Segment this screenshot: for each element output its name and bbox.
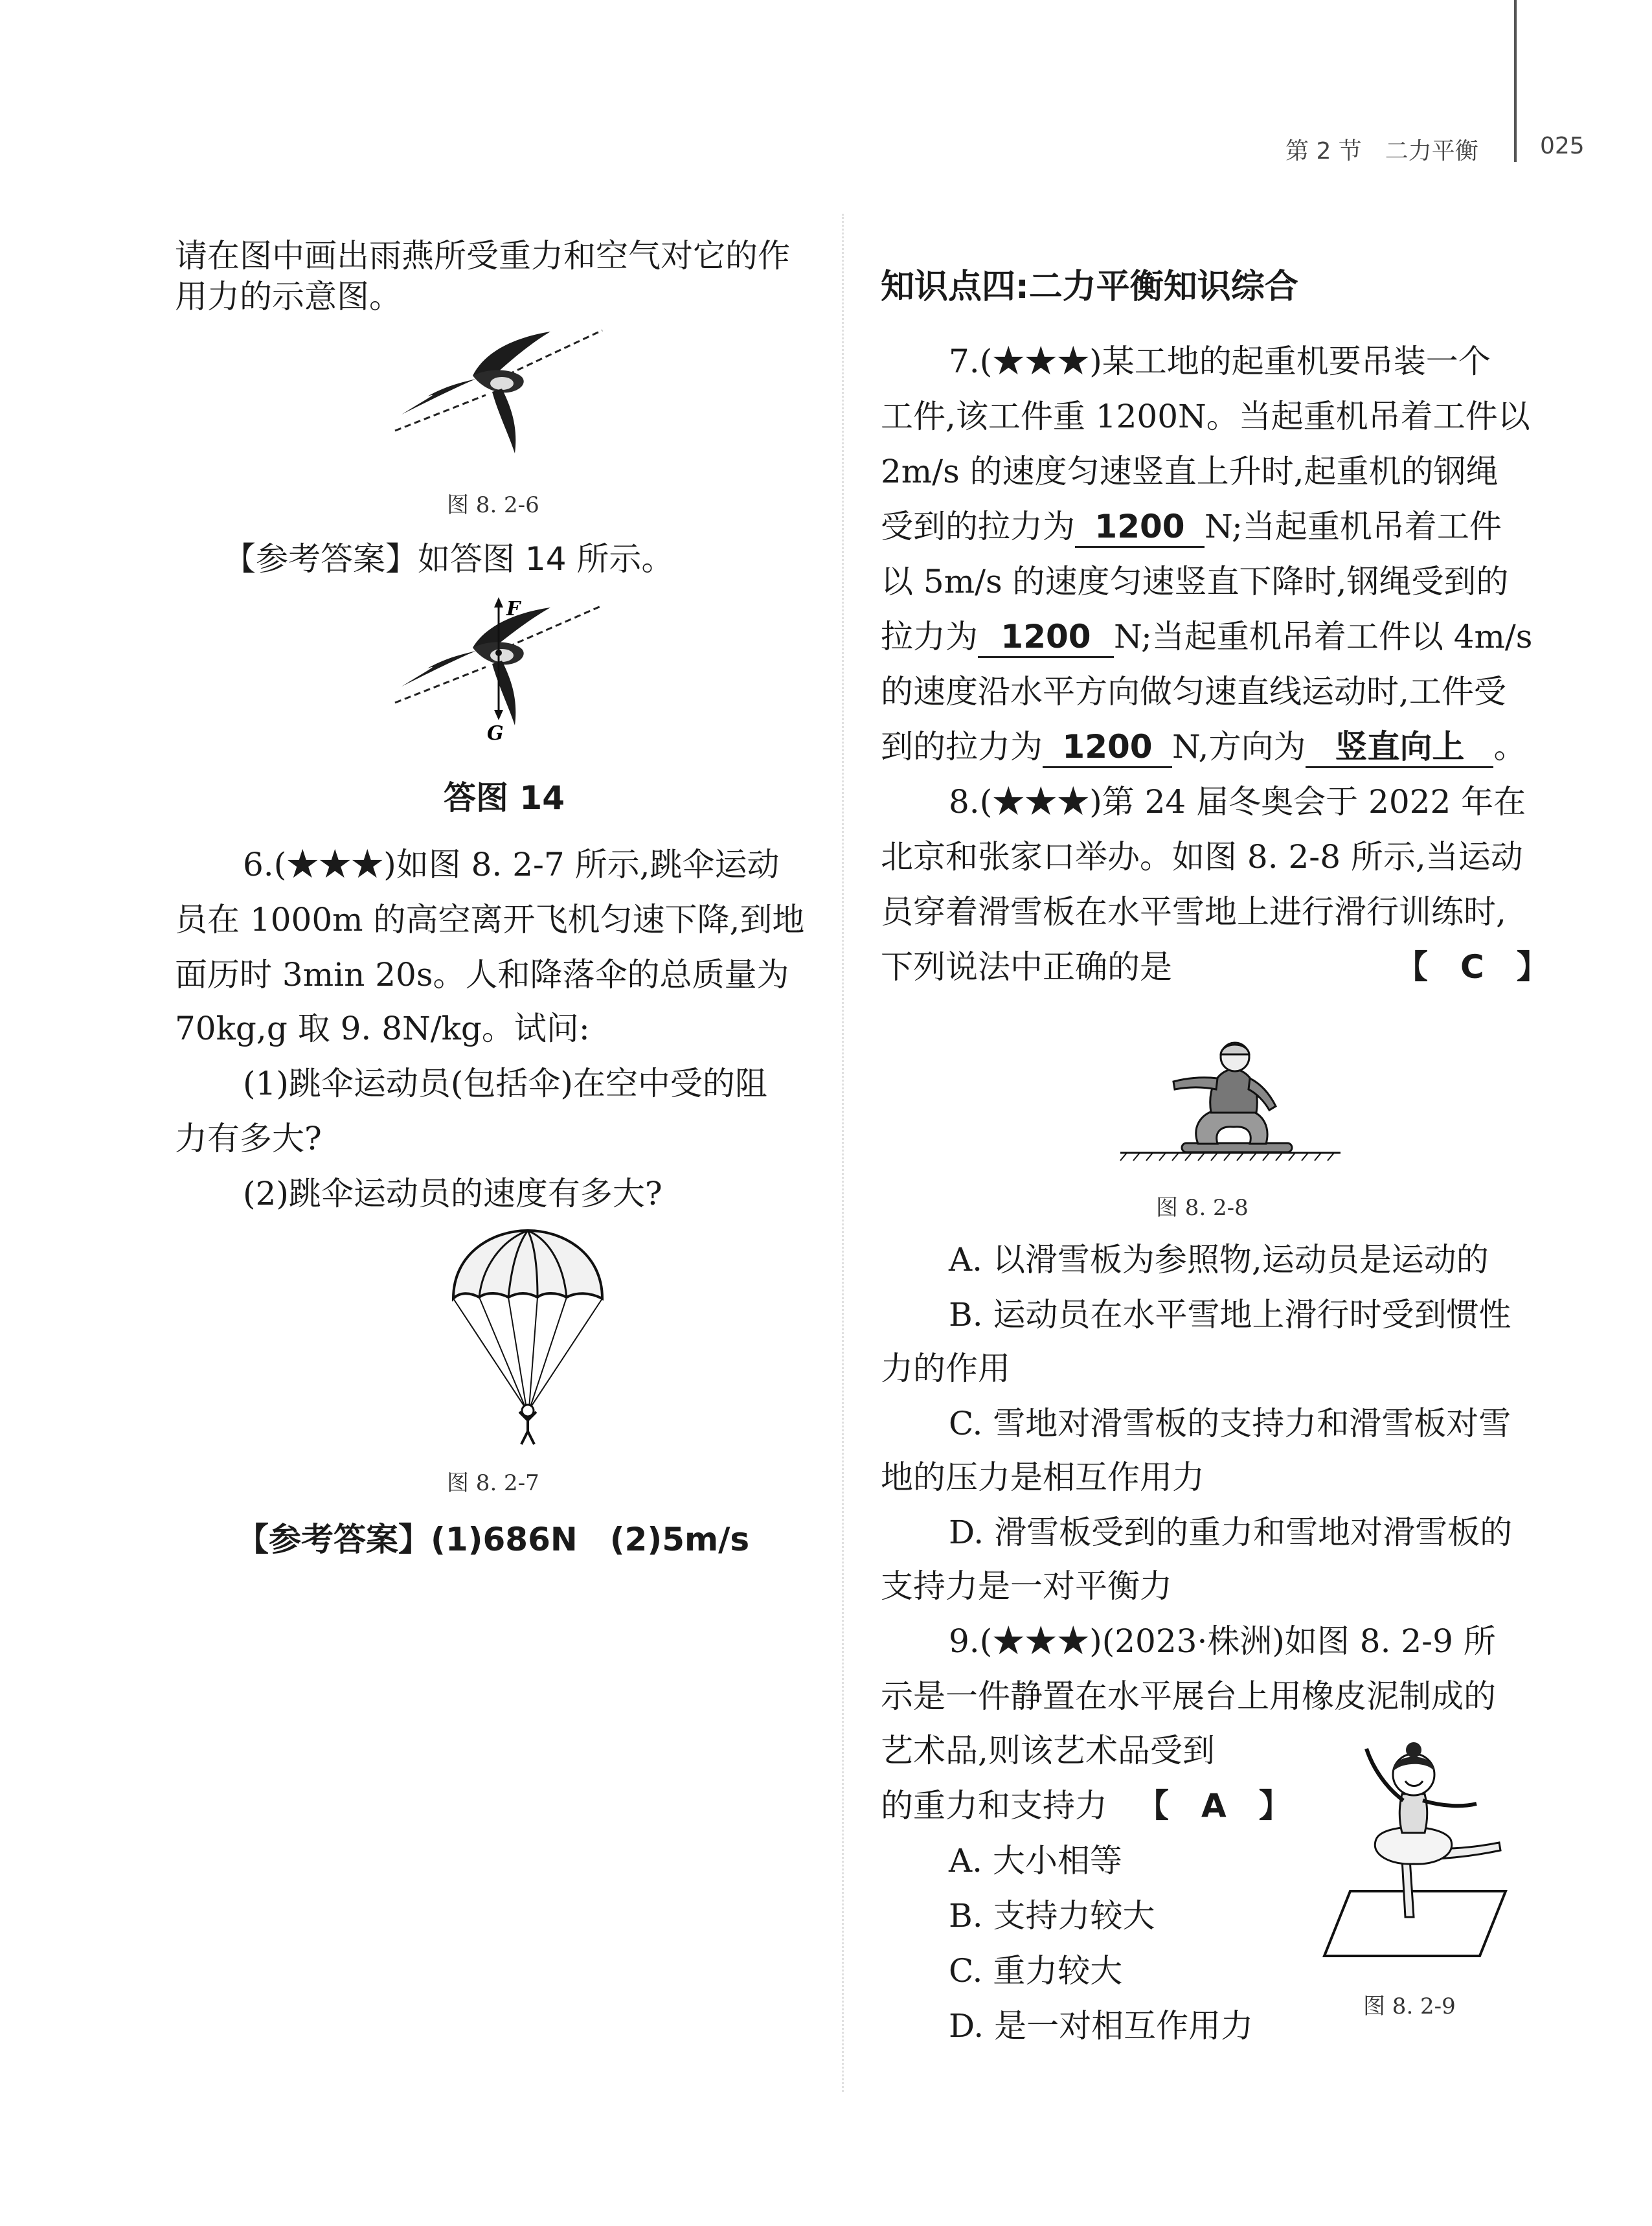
snowboarder-figure bbox=[1120, 1017, 1341, 1166]
q6-line2: 员在 1000m 的高空离开飞机匀速下降,到地 bbox=[175, 901, 805, 938]
q7-line3: 2m/s 的速度匀速竖直上升时,起重机的钢绳 bbox=[881, 453, 1499, 490]
q7-answer-blank3: 1200 bbox=[1043, 727, 1172, 768]
q8-line3: 员穿着滑雪板在水平雪地上进行滑行训练时, bbox=[881, 893, 1506, 931]
q7-answer-blank1: 1200 bbox=[1075, 507, 1205, 548]
q8-option-D-line2: 支持力是一对平衡力 bbox=[881, 1567, 1172, 1605]
q8-option-A: A. 以滑雪板为参照物,运动员是运动的 bbox=[949, 1241, 1489, 1278]
figure-caption-8-2-9: 图 8. 2-9 bbox=[1363, 1993, 1456, 2019]
column-divider bbox=[842, 214, 844, 2092]
ballerina-hair-bun bbox=[1406, 1742, 1421, 1758]
q8-option-D-line1: D. 滑雪板受到的重力和雪地对滑雪板的 bbox=[949, 1514, 1513, 1551]
swallow-belly bbox=[490, 377, 514, 390]
snow-ground-hatching bbox=[1120, 1153, 1334, 1161]
figure-caption-8-2-7: 图 8. 2-7 bbox=[447, 1470, 539, 1496]
ballerina-figure bbox=[1311, 1710, 1519, 1969]
q6-sub1-line1: (1)跳伞运动员(包括伞)在空中受的阻 bbox=[243, 1065, 767, 1102]
dashed-guide-lower bbox=[395, 667, 486, 703]
q7-answer-blank4: 竖直向上 bbox=[1306, 727, 1493, 768]
figure-caption-8-2-6: 图 8. 2-6 bbox=[447, 492, 539, 518]
parachutist-body bbox=[519, 1412, 536, 1444]
force-G-label: G bbox=[487, 722, 504, 745]
answer-q6: 【参考答案】(1)686N (2)5m/s bbox=[236, 1521, 750, 1558]
swallow-tail bbox=[402, 651, 476, 687]
figure-caption-8-2-8: 图 8. 2-8 bbox=[1156, 1195, 1249, 1221]
swallow-intro-line2: 用力的示意图。 bbox=[175, 278, 402, 315]
q9-answer-bracket: 【 A 】 bbox=[1137, 1787, 1291, 1824]
suspension-lines bbox=[453, 1297, 602, 1409]
swallow-figure bbox=[389, 324, 609, 460]
q9-option-C: C. 重力较大 bbox=[949, 1952, 1123, 1990]
ballerina-right-arm bbox=[1423, 1800, 1477, 1806]
q8-option-B-line1: B. 运动员在水平雪地上滑行时受到惯性 bbox=[949, 1296, 1511, 1334]
q8-line1: 8.(★★★)第 24 届冬奥会于 2022 年在 bbox=[949, 783, 1526, 821]
force-F-label: F bbox=[506, 598, 521, 620]
dashed-guide-lower bbox=[395, 395, 486, 431]
q8-option-B-line2: 力的作用 bbox=[881, 1350, 1010, 1387]
q8-option-C-line2: 地的压力是相互作用力 bbox=[881, 1459, 1205, 1496]
swallow-lower-wing bbox=[492, 389, 515, 453]
display-stand bbox=[1324, 1891, 1506, 1956]
q9-option-D: D. 是一对相互作用力 bbox=[949, 2007, 1254, 2045]
q9-line4: 的重力和支持力 bbox=[881, 1787, 1107, 1824]
force-origin-dot bbox=[495, 650, 502, 656]
q7-line8-text-a: 到的拉力为 bbox=[881, 728, 1043, 766]
q9-line3: 艺术品,则该艺术品受到 bbox=[881, 1732, 1215, 1769]
page-number: 025 bbox=[1540, 133, 1585, 159]
q7-line4-text-b: N;当起重机吊着工件 bbox=[1205, 508, 1502, 545]
q9-option-A: A. 大小相等 bbox=[949, 1842, 1122, 1880]
section-heading: 知识点四:二力平衡知识综合 bbox=[881, 267, 1298, 306]
q7-line6 bbox=[881, 611, 1532, 663]
q8-option-C-line1: C. 雪地对滑雪板的支持力和滑雪板对雪 bbox=[949, 1405, 1511, 1442]
q7-line2: 工件,该工件重 1200N。当起重机吊着工件以 bbox=[881, 398, 1530, 435]
snowboarder-arm-left bbox=[1173, 1078, 1217, 1089]
q6-line1: 6.(★★★)如图 8. 2-7 所示,跳伞运动 bbox=[243, 846, 780, 883]
swallow-lower-wing bbox=[492, 661, 515, 725]
parachute-canopy bbox=[453, 1231, 602, 1299]
q7-line4-text-a: 受到的拉力为 bbox=[881, 508, 1075, 545]
q6-sub1-line2: 力有多大? bbox=[175, 1120, 322, 1157]
q7-line5: 以 5m/s 的速度匀速竖直下降时,钢绳受到的 bbox=[881, 563, 1509, 600]
q7-line4 bbox=[881, 501, 1502, 552]
section-title: 第 2 节 二力平衡 bbox=[1285, 138, 1478, 165]
snowboarder-legs bbox=[1196, 1111, 1267, 1144]
force-G-arrowhead bbox=[494, 710, 503, 720]
q9-line2: 示是一件静置在水平展台上用橡皮泥制成的 bbox=[881, 1677, 1496, 1715]
q7-line6-text-a: 拉力为 bbox=[881, 618, 978, 655]
q6-sub2: (2)跳伞运动员的速度有多大? bbox=[243, 1175, 662, 1212]
answer-figure-14 bbox=[389, 596, 609, 745]
swallow-tail bbox=[402, 379, 476, 415]
answer-figure-14-caption: 答图 14 bbox=[444, 779, 565, 817]
q6-line3: 面历时 3min 20s。人和降落伞的总质量为 bbox=[175, 956, 789, 994]
q7-line8-text-c: 。 bbox=[1493, 728, 1526, 766]
q7-line1: 7.(★★★)某工地的起重机要吊装一个 bbox=[949, 343, 1491, 380]
q6-line4: 70kg,g 取 9. 8N/kg。试问: bbox=[175, 1010, 590, 1047]
q9-line1: 9.(★★★)(2023·株洲)如图 8. 2-9 所 bbox=[949, 1622, 1496, 1660]
header-rule bbox=[1514, 0, 1517, 162]
parachute-figure bbox=[447, 1227, 609, 1448]
force-F-arrowhead bbox=[494, 597, 503, 608]
swallow-intro-line1: 请在图中画出雨燕所受重力和空气对它的作 bbox=[175, 237, 790, 275]
swallow-belly bbox=[490, 649, 514, 662]
q7-line8-text-b: N,方向为 bbox=[1172, 728, 1306, 766]
swallow-upper-wing bbox=[473, 332, 550, 376]
q8-answer-bracket: 【 C 】 bbox=[1396, 948, 1549, 986]
q8-line4: 下列说法中正确的是 bbox=[881, 948, 1172, 986]
q7-line7: 的速度沿水平方向做匀速直线运动时,工件受 bbox=[881, 673, 1506, 710]
q7-answer-blank2: 1200 bbox=[978, 617, 1114, 658]
q7-line6-text-b: N;当起重机吊着工件以 4m/s bbox=[1114, 618, 1533, 655]
q8-line2: 北京和张家口举办。如图 8. 2-8 所示,当运动 bbox=[881, 838, 1523, 876]
q9-option-B: B. 支持力较大 bbox=[949, 1897, 1155, 1935]
q7-line8 bbox=[881, 721, 1526, 773]
answer-q5: 【参考答案】如答图 14 所示。 bbox=[223, 540, 674, 578]
